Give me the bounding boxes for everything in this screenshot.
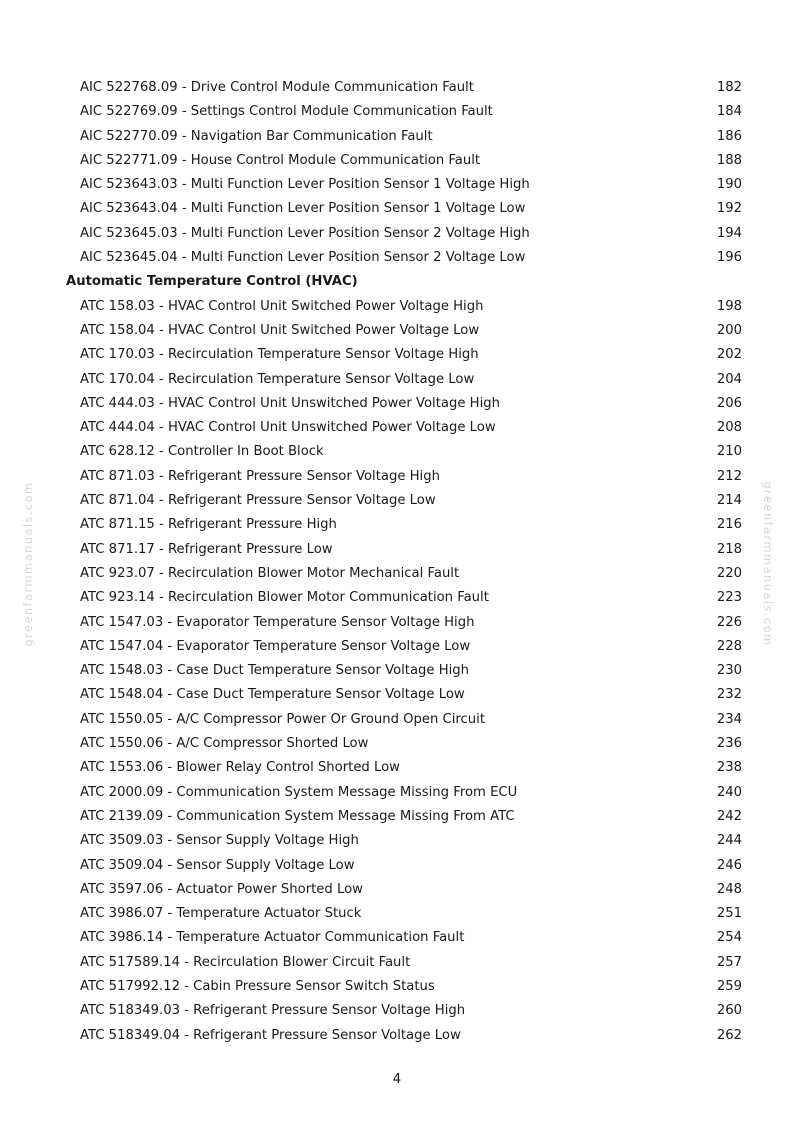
toc-entry-page: 228 (716, 638, 742, 654)
toc-entry-title: ATC 3986.07 - Temperature Actuator Stuck (80, 906, 362, 922)
toc-entry-title: ATC 923.07 - Recirculation Blower Motor Mechanical Fault (80, 565, 460, 581)
toc-entry-title: ATC 170.04 - Recirculation Temperature Sensor Voltage Low (80, 371, 475, 387)
toc-entry-title: ATC 871.03 - Refrigerant Pressure Sensor Voltage High (80, 468, 440, 484)
toc-entry-page: 196 (716, 250, 742, 266)
toc-entry-title: ATC 158.03 - HVAC Control Unit Switched Power Voltage High (80, 298, 484, 314)
toc-entry[interactable] (0, 829, 794, 853)
toc-entry[interactable] (0, 586, 794, 610)
toc-entry[interactable] (0, 635, 794, 659)
toc-entry-title: AIC 522768.09 - Drive Control Module Communication Fault (80, 80, 474, 95)
toc-entry[interactable] (0, 854, 794, 878)
toc-entry-title: ATC 1547.03 - Evaporator Temperature Sensor Voltage High (80, 614, 475, 630)
toc-entry[interactable] (0, 781, 794, 805)
table-of-contents (0, 76, 794, 1048)
toc-entry-title: ATC 444.03 - HVAC Control Unit Unswitched Power Voltage High (80, 395, 500, 411)
toc-entry-title: ATC 1550.06 - A/C Compressor Shorted Low (80, 736, 369, 752)
toc-entry[interactable] (0, 708, 794, 732)
toc-group-aic (0, 76, 794, 270)
toc-entry[interactable] (0, 343, 794, 367)
toc-entry-page: 200 (716, 322, 742, 338)
toc-entry-title: ATC 3509.03 - Sensor Supply Voltage High (80, 833, 359, 849)
toc-entry-page: 226 (716, 614, 742, 630)
toc-entry-page: 244 (716, 833, 742, 849)
toc-entry-page: 246 (716, 857, 742, 873)
toc-entry-page: 236 (716, 736, 742, 752)
toc-entry[interactable] (0, 999, 794, 1023)
toc-entry-page: 212 (716, 468, 742, 484)
toc-entry-page: 208 (716, 420, 742, 436)
toc-entry-title: ATC 923.14 - Recirculation Blower Motor Communication Fault (80, 590, 489, 606)
toc-entry[interactable] (0, 368, 794, 392)
toc-entry-page: 214 (716, 493, 742, 509)
toc-entry-title: ATC 444.04 - HVAC Control Unit Unswitched Power Voltage Low (80, 420, 496, 436)
toc-entry-title: ATC 3986.14 - Temperature Actuator Communication Fault (80, 930, 465, 946)
toc-entry-page: 188 (716, 152, 742, 168)
toc-entry-title: ATC 518349.03 - Refrigerant Pressure Sensor Voltage High (80, 1003, 466, 1019)
toc-entry-title: AIC 523643.04 - Multi Function Lever Position Sensor 1 Voltage Low (80, 201, 526, 217)
toc-entry-page: 248 (716, 881, 742, 897)
toc-entry-page: 186 (716, 128, 742, 144)
toc-entry[interactable] (0, 659, 794, 683)
toc-entry-title: AIC 523645.03 - Multi Function Lever Position Sensor 2 Voltage High (80, 225, 530, 241)
toc-entry-title: ATC 871.04 - Refrigerant Pressure Sensor Voltage Low (80, 493, 436, 509)
toc-entry-page: 238 (716, 760, 742, 776)
toc-entry[interactable] (0, 489, 794, 513)
toc-entry-title: ATC 158.04 - HVAC Control Unit Switched Power Voltage Low (80, 322, 480, 338)
toc-entry-page: 262 (716, 1027, 742, 1043)
toc-entry-title: ATC 170.03 - Recirculation Temperature Sensor Voltage High (80, 347, 479, 363)
toc-entry-title: ATC 517589.14 - Recirculation Blower Circuit Fault (80, 954, 411, 970)
toc-entry-page: 216 (716, 517, 742, 533)
toc-entry-title: ATC 871.15 - Refrigerant Pressure High (80, 517, 337, 533)
toc-entry[interactable] (0, 756, 794, 780)
toc-entry-title: ATC 1547.04 - Evaporator Temperature Sensor Voltage Low (80, 638, 471, 654)
watermark-right: greenfarmmanuals.com (761, 481, 775, 647)
toc-entry-page: 232 (716, 687, 742, 703)
toc-entry[interactable] (0, 295, 794, 319)
toc-entry-page: 184 (716, 104, 742, 120)
toc-entry-title: AIC 522770.09 - Navigation Bar Communication Fault (80, 128, 433, 144)
watermark-left: greenfarmmanuals.com (21, 481, 35, 647)
toc-entry[interactable] (0, 246, 794, 270)
section-heading-hvac (0, 270, 794, 294)
toc-entry[interactable] (0, 538, 794, 562)
toc-entry-page: 198 (716, 298, 742, 314)
toc-entry-page: 210 (716, 444, 742, 460)
toc-entry-page: 204 (716, 371, 742, 387)
toc-entry[interactable] (0, 951, 794, 975)
toc-entry-title: ATC 1553.06 - Blower Relay Control Shorted Low (80, 760, 400, 776)
toc-entry[interactable] (0, 1024, 794, 1048)
toc-entry[interactable] (0, 878, 794, 902)
toc-entry-page: 240 (716, 784, 742, 800)
toc-entry[interactable] (0, 732, 794, 756)
page-number: 4 (392, 1072, 402, 1087)
toc-entry-page: 190 (716, 177, 742, 193)
toc-entry[interactable] (0, 222, 794, 246)
toc-entry[interactable] (0, 926, 794, 950)
toc-entry-page: 260 (716, 1003, 742, 1019)
toc-entry[interactable] (0, 125, 794, 149)
toc-entry-title: AIC 523645.04 - Multi Function Lever Position Sensor 2 Voltage Low (80, 250, 526, 266)
toc-group-atc (0, 295, 794, 1048)
toc-entry-page: 223 (716, 590, 742, 606)
toc-entry-title: AIC 522769.09 - Settings Control Module Communication Fault (80, 104, 493, 120)
toc-entry[interactable] (0, 173, 794, 197)
toc-entry-page: 234 (716, 711, 742, 727)
toc-entry-page: 194 (716, 225, 742, 241)
toc-entry[interactable] (0, 197, 794, 221)
toc-entry[interactable] (0, 100, 794, 124)
toc-entry-page: 254 (716, 930, 742, 946)
toc-entry-title: ATC 2000.09 - Communication System Message Missing From ECU (80, 784, 518, 800)
toc-entry-title: ATC 1548.04 - Case Duct Temperature Sensor Voltage Low (80, 687, 465, 703)
toc-entry[interactable] (0, 902, 794, 926)
toc-entry-page: 242 (716, 808, 742, 824)
toc-entry-title: ATC 518349.04 - Refrigerant Pressure Sensor Voltage Low (80, 1027, 461, 1043)
toc-entry-page: 192 (716, 201, 742, 217)
toc-entry-title: ATC 3509.04 - Sensor Supply Voltage Low (80, 857, 355, 873)
toc-entry-page: 220 (716, 565, 742, 581)
toc-entry-page: 257 (716, 954, 742, 970)
toc-entry-title: AIC 523643.03 - Multi Function Lever Position Sensor 1 Voltage High (80, 177, 530, 193)
toc-entry-page: 230 (716, 663, 742, 679)
toc-entry[interactable] (0, 513, 794, 537)
toc-entry-title: ATC 517992.12 - Cabin Pressure Sensor Switch Status (80, 978, 435, 994)
toc-entry[interactable] (0, 149, 794, 173)
toc-entry[interactable] (0, 416, 794, 440)
toc-entry-title: ATC 871.17 - Refrigerant Pressure Low (80, 541, 333, 557)
toc-entry[interactable] (0, 805, 794, 829)
toc-entry[interactable] (0, 683, 794, 707)
toc-entry-title: AIC 522771.09 - House Control Module Communication Fault (80, 152, 481, 168)
toc-entry[interactable] (0, 76, 794, 100)
toc-entry-page: 206 (716, 395, 742, 411)
toc-entry-title: ATC 1550.05 - A/C Compressor Power Or Ground Open Circuit (80, 711, 485, 727)
toc-entry-title: ATC 628.12 - Controller In Boot Block (80, 444, 324, 460)
toc-entry-page: 259 (716, 978, 742, 994)
toc-entry[interactable] (0, 975, 794, 999)
toc-entry-title: ATC 1548.03 - Case Duct Temperature Sensor Voltage High (80, 663, 470, 679)
section-heading-text: Automatic Temperature Control (HVAC) (66, 274, 358, 290)
toc-entry[interactable] (0, 440, 794, 464)
toc-entry-page: 182 (716, 80, 742, 95)
toc-entry-page: 218 (716, 541, 742, 557)
toc-entry[interactable] (0, 392, 794, 416)
toc-entry-title: ATC 2139.09 - Communication System Message Missing From ATC (80, 808, 515, 824)
toc-entry[interactable] (0, 562, 794, 586)
toc-entry[interactable] (0, 319, 794, 343)
toc-entry-page: 202 (716, 347, 742, 363)
toc-entry[interactable] (0, 465, 794, 489)
toc-entry[interactable] (0, 611, 794, 635)
toc-entry-page: 251 (716, 906, 742, 922)
toc-entry-title: ATC 3597.06 - Actuator Power Shorted Low (80, 881, 363, 897)
